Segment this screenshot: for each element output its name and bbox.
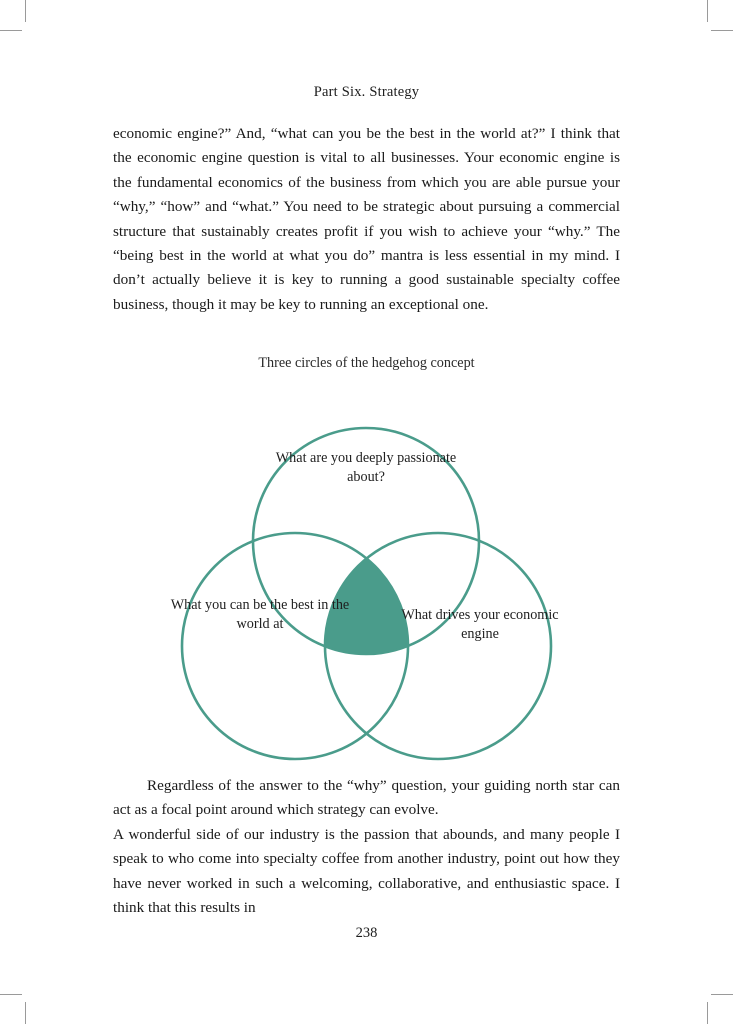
crop-mark-bottom-right-horizontal [711, 994, 733, 995]
paragraph-bottom [113, 774, 620, 920]
figure-caption: Three circles of the hedgehog concept [258, 355, 475, 371]
venn-diagram [113, 381, 620, 781]
paragraph-bottom-first: Regardless of the answer to the “why” question, your guiding north star can act as a focal point around which strategy can evolve. [113, 777, 620, 819]
figure-hedgehog-concept [113, 355, 620, 750]
page-content [113, 0, 620, 1024]
crop-mark-top-right-horizontal [711, 30, 733, 31]
crop-mark-bottom-left-horizontal [0, 994, 22, 995]
crop-mark-top-left-horizontal [0, 30, 22, 31]
crop-mark-top-left-vertical [25, 0, 26, 22]
crop-mark-bottom-right-vertical [707, 1002, 708, 1024]
crop-mark-top-right-vertical [707, 0, 708, 22]
venn-label-top: What are you deeply passionate about? [275, 450, 457, 485]
venn-label-right: What drives your economic engine [401, 607, 559, 642]
paragraph-top [113, 122, 620, 317]
paragraph-bottom-second: A wonderful side of our industry is the passion that abounds, and many people I speak to who come into specialty coffee from another industry, point out how they have never worked in such a welcoming, collaborative, and enthusiastic space. I think that this results in [113, 825, 620, 917]
page-number: 238 [355, 925, 378, 941]
running-head: Part Six. Strategy [313, 84, 420, 100]
venn-label-left: What you can be the best in the world at [170, 597, 350, 632]
crop-mark-bottom-left-vertical [25, 1002, 26, 1024]
paragraph-top-text: economic engine?” And, “what can you be the best in the world at?” I think that the economic engine question is vital to all businesses. Your economic engine is the fundamental economics of the business from which you are able pursue your “why,” “how” and “what.” You need to be strategic about pursuing a commercial structure that sustainably creates profit if you wish to achieve your “why.” The “being best in the world at what you do” mantra is less essential in my mind. I don’t actually believe it is key to running a good sustainable specialty coffee business, though it may be key to running an exceptional one. [113, 125, 620, 313]
